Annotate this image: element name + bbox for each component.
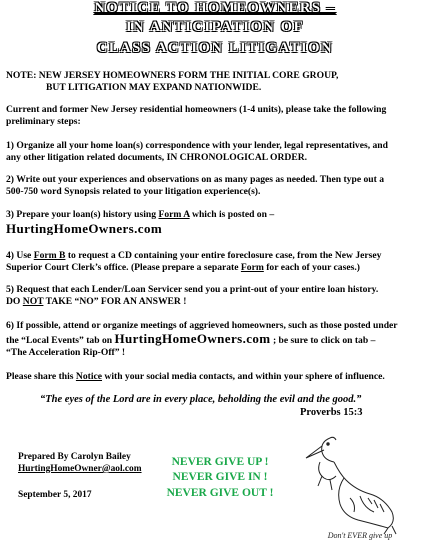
step-4-line-1: 4) Use Form B to request a CD containing your entire foreclosure case, from the New Jersey [6, 250, 382, 261]
step-6-line-2: the “Local Events” tab on HurtingHomeOwners.com ; be sure to click on tab – [6, 332, 376, 346]
email-link[interactable]: HurtingHomeOwner@aol.com [18, 464, 142, 474]
step-1-line-2: any other litigation related documents, IN CHRONOLOGICAL ORDER. [6, 152, 308, 163]
step-2-line-1: 2) Write out your experiences and observations on as many pages as needed. Then type out a [6, 174, 384, 185]
heading-line-3: CLASS ACTION LITIGATION [96, 40, 334, 56]
step-6-line-3: “The Acceleration Rip-Off” ! [6, 347, 126, 358]
heading-line-1: NOTICE TO HOMEOWNERS – [94, 0, 336, 16]
intro-line-1: Current and former New Jersey residential homeowners (1-4 units), please take the following [6, 104, 387, 115]
step-1-line-1: 1) Organize all your home loan(s) correspondence with your lender, legal representatives, and [6, 140, 388, 151]
slogan-line-3: NEVER GIVE OUT ! [166, 487, 274, 499]
form-b-link[interactable]: Form B [33, 250, 66, 261]
local-events-site[interactable]: HurtingHomeOwners.com [114, 332, 271, 346]
step-5-line-2: DO NOT TAKE “NO” FOR AN ANSWER ! [6, 296, 187, 307]
scripture-reference: Proverbs 15:3 [300, 407, 363, 418]
scripture-quote: “The eyes of the Lord are in every place, beholding the evil and the good.” [40, 394, 362, 405]
date: September 5, 2017 [18, 490, 92, 500]
step-5-line-1: 5) Request that each Lender/Loan Servicer send you a print-out of your entire loan history. [6, 284, 379, 295]
hurting-homeowners-site[interactable]: HurtingHomeOwners.com [6, 223, 163, 235]
heron-frog-drawing [300, 428, 420, 540]
form-a-link[interactable]: Form A [158, 209, 190, 220]
form-link[interactable]: Form [240, 262, 264, 273]
step-3-line: 3) Prepare your loan(s) history using Form A which is posted on – [6, 209, 275, 220]
slogan-line-1: NEVER GIVE UP ! [171, 456, 269, 468]
step-2-line-2: 500-750 word Synopsis related to your litigation experience(s). [6, 186, 261, 197]
step-4-line-2: Superior Court Clerk’s office. (Please prepare a separate Form for each of your cases.) [6, 262, 360, 273]
note-line-1: NOTE: NEW JERSEY HOMEOWNERS FORM THE INITIAL CORE GROUP, [6, 70, 339, 81]
step-6-line-1: 6) If possible, attend or organize meetings of aggrieved homeowners, such as those posted under [6, 320, 398, 331]
intro-line-2: preliminary steps: [6, 116, 81, 127]
prepared-by: Prepared By Carolyn Bailey [18, 452, 131, 462]
note-line-2: BUT LITIGATION MAY EXPAND NATIONWIDE. [46, 82, 262, 93]
heading-line-2: IN ANTICIPATION OF [125, 19, 305, 35]
drawing-caption: Don't EVER give up [327, 531, 393, 540]
slogan-line-2: NEVER GIVE IN ! [172, 471, 268, 483]
share-line: Please share this Notice with your social media contacts, and within your sphere of influence. [6, 371, 385, 382]
